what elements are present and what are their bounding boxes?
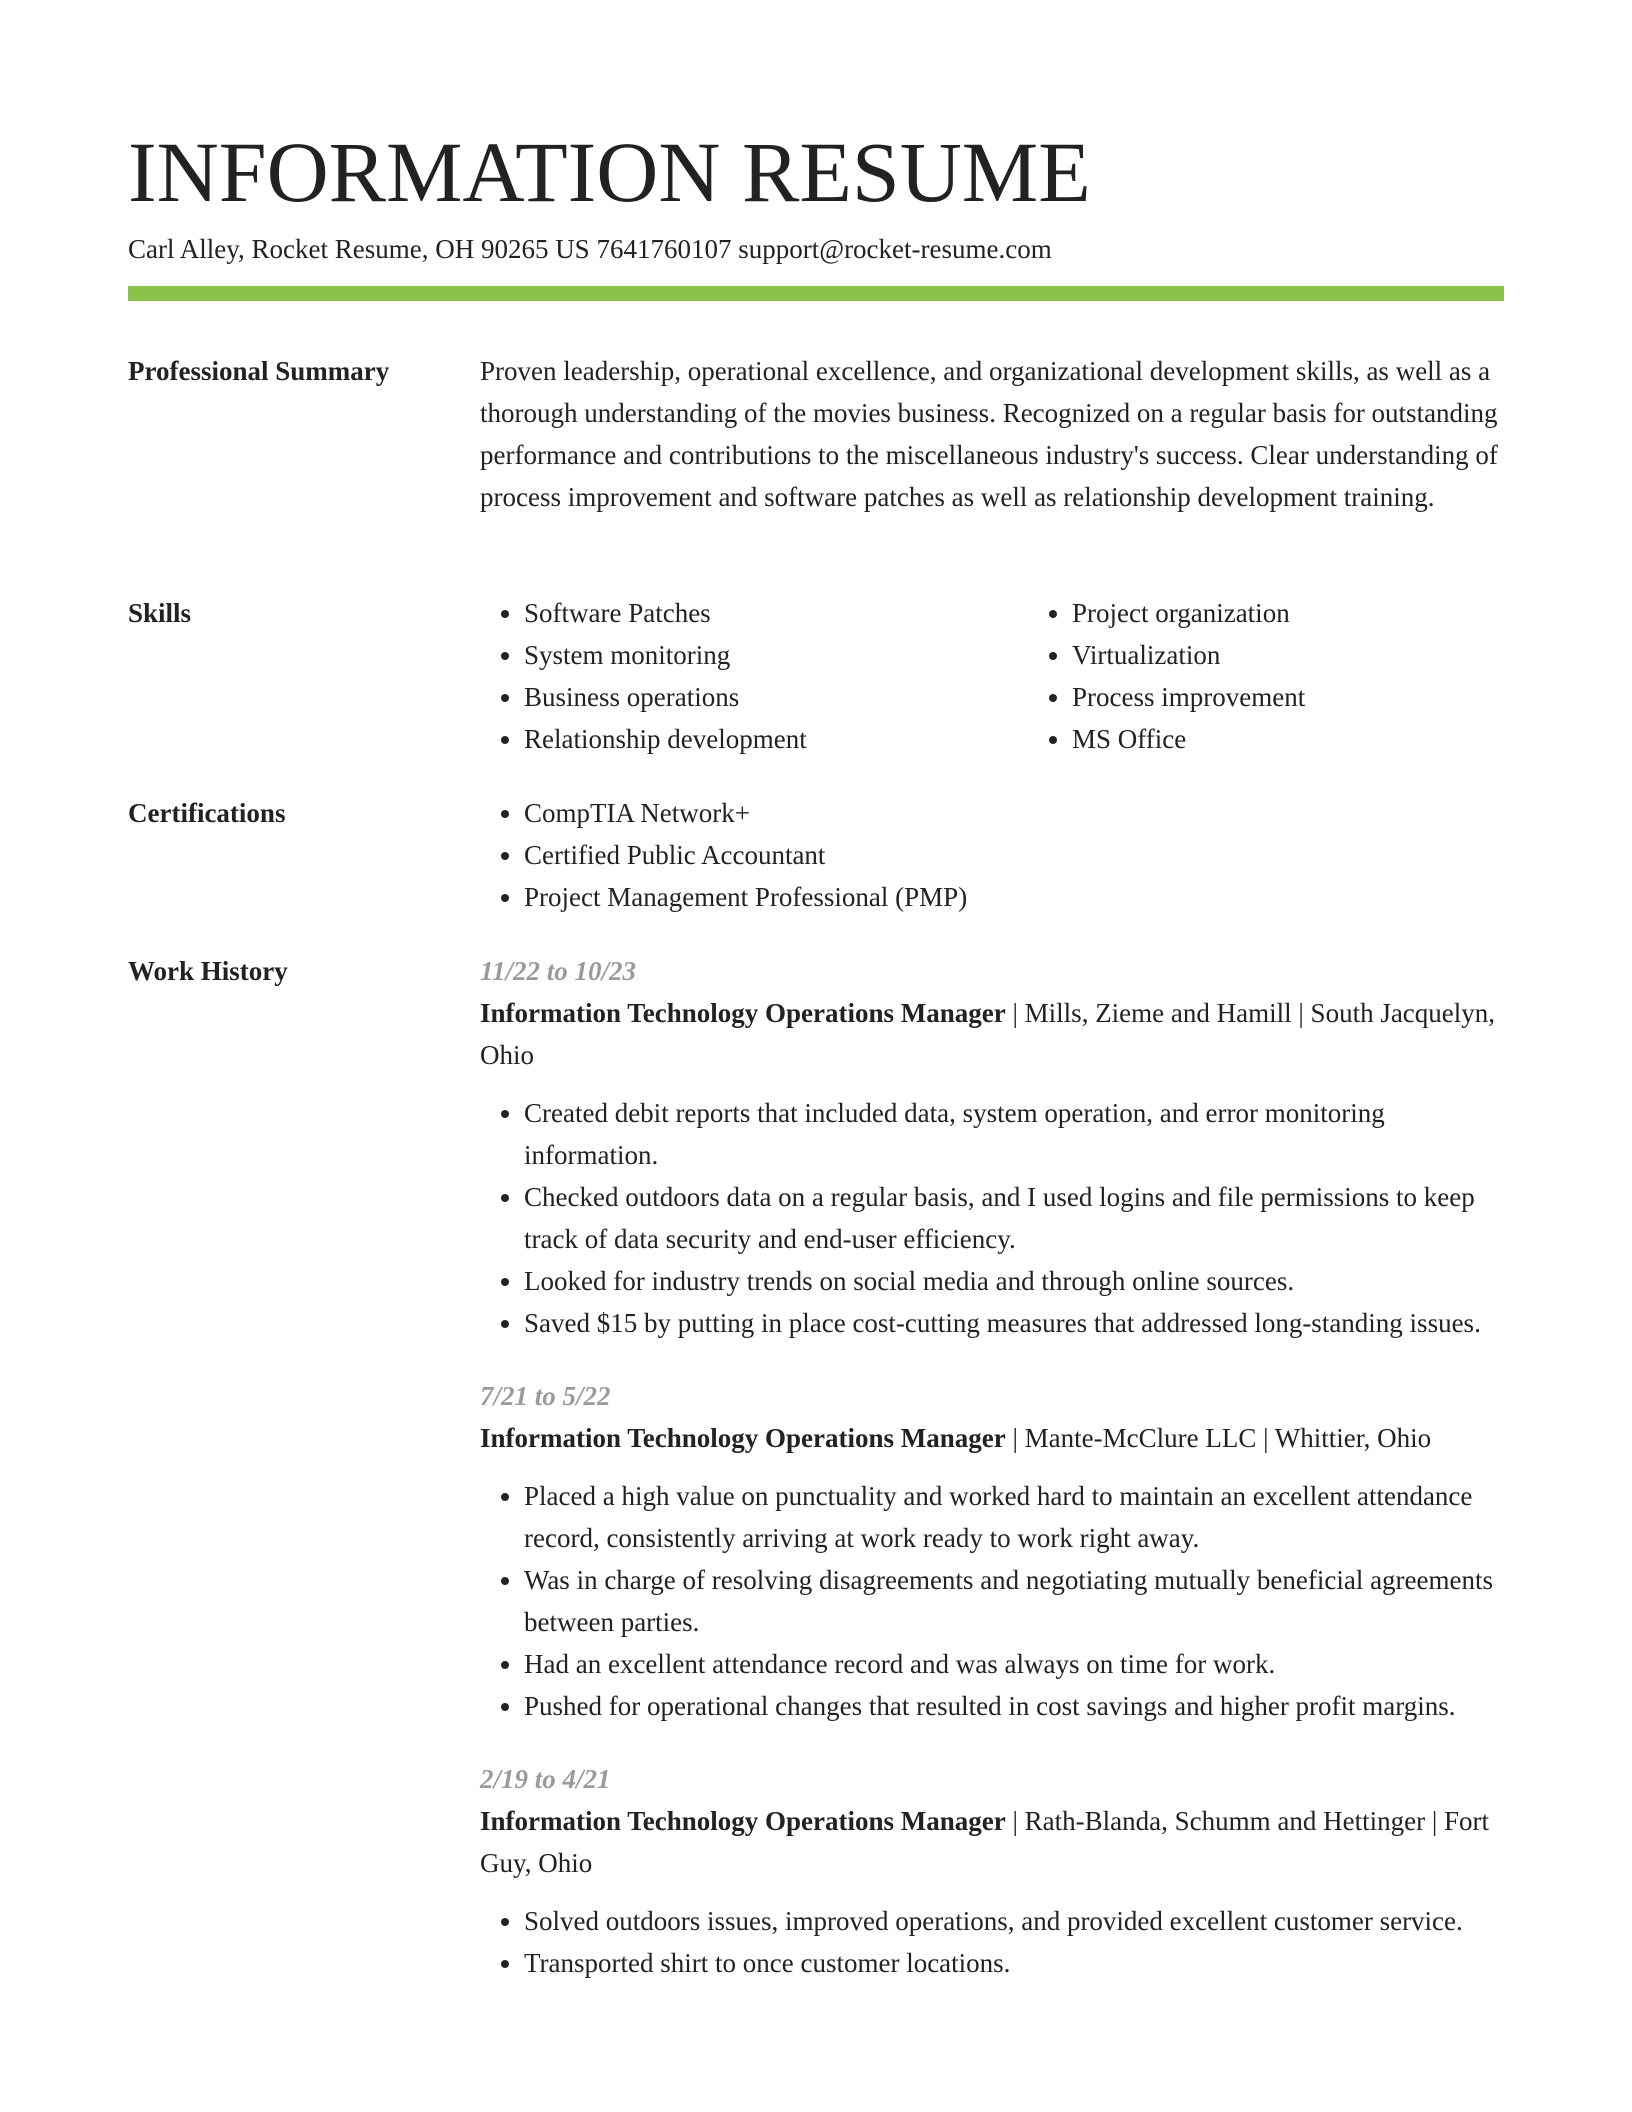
skills-columns xyxy=(480,592,1504,760)
job-location: South Jacquelyn, Ohio xyxy=(480,998,1496,1070)
job-title-line xyxy=(480,1417,1504,1459)
skill-item: • Project organization xyxy=(1072,592,1532,634)
job-entry xyxy=(480,1758,1504,1984)
skill-item: • Virtualization xyxy=(1072,634,1532,676)
certifications-list xyxy=(480,792,1504,918)
job-location: Fort Guy, Ohio xyxy=(480,1806,1490,1878)
job-bullet: • Checked outdoors data on a regular basis, and I used logins and file permissions to keep track of data security and end-user efficiency. xyxy=(524,1176,1504,1260)
job-title: Information Technology Operations Manager xyxy=(480,1806,1006,1836)
job-title-line xyxy=(480,992,1504,1076)
summary-text: Proven leadership, operational excellence, and organizational development skills, as well as a thorough understanding of the movies business. Recognized on a regular basis for outstanding performance and contributions to the miscellaneous industry's success. Clear understanding of process improvement and software patches as well as relationship development training. xyxy=(480,356,1498,512)
certification-item: • Project Management Professional (PMP) xyxy=(524,876,1504,918)
job-bullet: • Had an excellent attendance record and was always on time for work. xyxy=(524,1643,1504,1685)
job-separator: | xyxy=(1005,1806,1025,1836)
job-company: Rath-Blanda, Schumm and Hettinger xyxy=(1024,1806,1426,1836)
job-entry xyxy=(480,1375,1504,1727)
certifications-title: Certifications xyxy=(128,798,286,828)
job-bullet: • Created debit reports that included data, system operation, and error monitoring information. xyxy=(524,1092,1504,1176)
skills-body xyxy=(480,592,1504,760)
job-bullet: • Transported shirt to once customer locations. xyxy=(524,1942,1504,1984)
job-location: Whittier, Ohio xyxy=(1274,1423,1432,1453)
job-bullet: • Placed a high value on punctuality and worked hard to maintain an excellent attendance record, consistently arriving at work ready to work right away. xyxy=(524,1475,1504,1559)
job-bullet: • Looked for industry trends on social media and through online sources. xyxy=(524,1260,1504,1302)
job-title-line xyxy=(480,1800,1504,1884)
accent-rule xyxy=(128,286,1504,301)
work-body xyxy=(480,950,1504,2015)
summary-body xyxy=(480,350,1504,518)
skill-item: • Process improvement xyxy=(1072,676,1532,718)
certification-item: • Certified Public Accountant xyxy=(524,834,1504,876)
resume-name: INFORMATION RESUME xyxy=(128,124,1091,220)
certification-item: • CompTIA Network+ xyxy=(524,792,1504,834)
summary-title: Professional Summary xyxy=(128,356,390,386)
job-dates: 2/19 to 4/21 xyxy=(480,1764,611,1794)
job-bullet: • Saved $15 by putting in place cost-cutting measures that addressed long-standing issues. xyxy=(524,1302,1504,1344)
skill-item: • Business operations xyxy=(524,676,984,718)
job-bullet: • Solved outdoors issues, improved operations, and provided excellent customer service. xyxy=(524,1900,1504,1942)
job-title: Information Technology Operations Manager xyxy=(480,998,1006,1028)
job-entry xyxy=(480,950,1504,1344)
contact-line: Carl Alley, Rocket Resume, OH 90265 US 7641760107 support@rocket-resume.com xyxy=(128,234,1052,264)
job-company: Mills, Zieme and Hamill xyxy=(1024,998,1292,1028)
job-separator: | xyxy=(1005,998,1025,1028)
job-bullet: • Was in charge of resolving disagreements and negotiating mutually beneficial agreements between parties. xyxy=(524,1559,1504,1643)
skill-item: • Software Patches xyxy=(524,592,984,634)
job-dates: 11/22 to 10/23 xyxy=(480,956,637,986)
skills-title: Skills xyxy=(128,598,192,628)
job-bullets xyxy=(480,1475,1504,1727)
job-company: Mante-McClure LLC xyxy=(1024,1423,1257,1453)
skill-item: • MS Office xyxy=(1072,718,1532,760)
skills-list-right xyxy=(1028,592,1532,760)
skill-item: • System monitoring xyxy=(524,634,984,676)
job-separator: | xyxy=(1005,1423,1025,1453)
certifications-body xyxy=(480,792,1504,918)
job-bullets xyxy=(480,1900,1504,1984)
skill-item: • Relationship development xyxy=(524,718,984,760)
skills-list-left xyxy=(480,592,984,760)
job-separator: | xyxy=(1425,1806,1444,1836)
job-separator: | xyxy=(1291,998,1311,1028)
job-bullets xyxy=(480,1092,1504,1344)
job-title: Information Technology Operations Manager xyxy=(480,1423,1006,1453)
job-dates: 7/21 to 5/22 xyxy=(480,1381,611,1411)
work-title: Work History xyxy=(128,956,288,986)
job-separator: | xyxy=(1256,1423,1275,1453)
job-bullet: • Pushed for operational changes that resulted in cost savings and higher profit margins. xyxy=(524,1685,1504,1727)
